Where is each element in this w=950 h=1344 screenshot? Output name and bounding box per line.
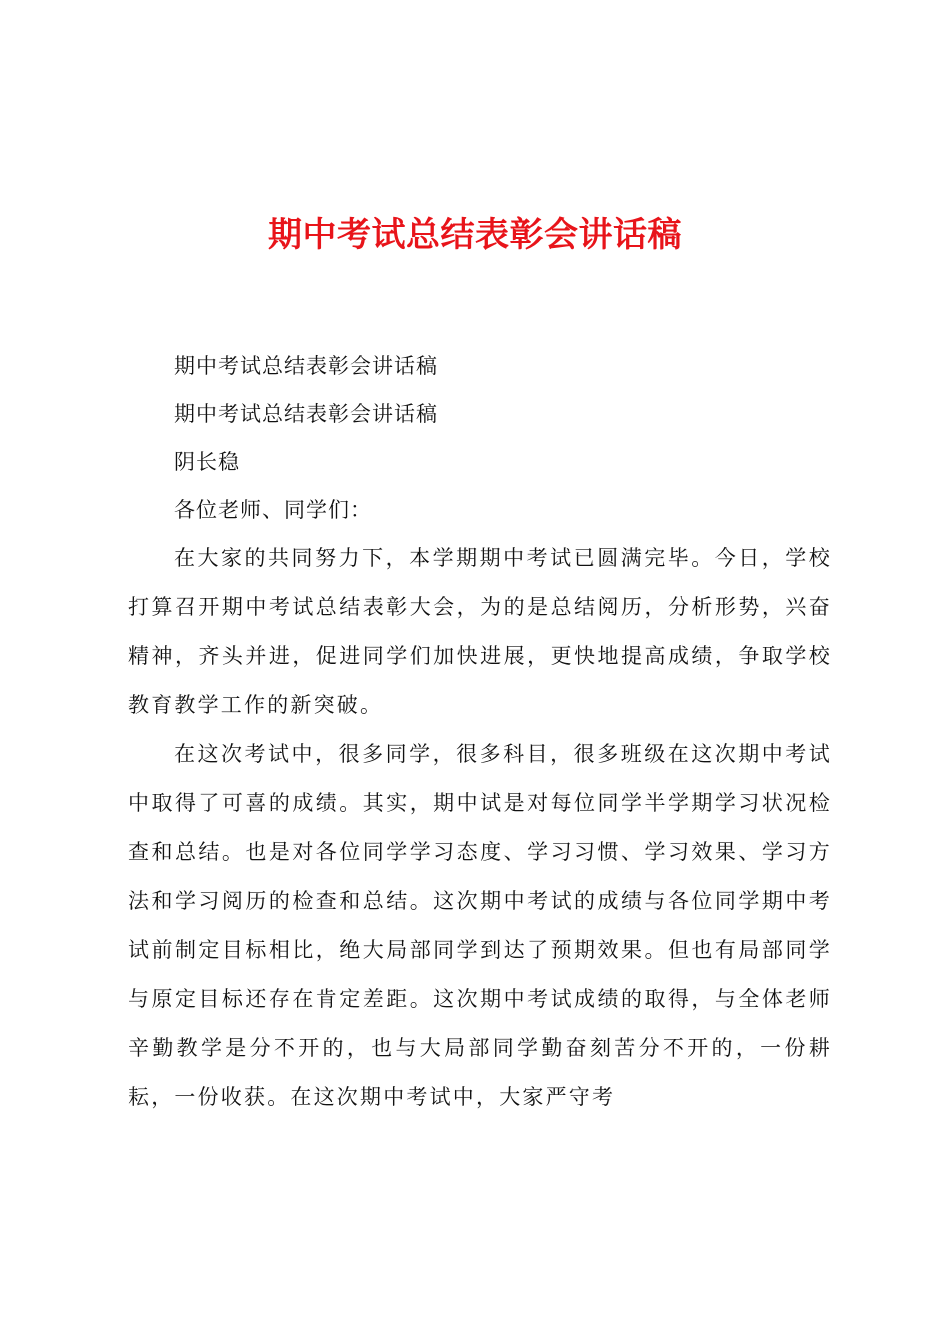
heading-line: 期中考试总结表彰会讲话稿: [174, 402, 438, 426]
document-body: [128, 342, 832, 1122]
heading-line: 期中考试总结表彰会讲话稿: [174, 354, 438, 378]
salutation: 各位老师、同学们：: [174, 498, 372, 522]
author-name: 阴长稳: [174, 450, 240, 474]
document-title: 期中考试总结表彰会讲话稿: [268, 215, 682, 255]
paragraph: 在大家的共同努力下，本学期期中考试已圆满完毕。今日，学校打算召开期中考试总结表彰大会，为的是总结阅历，分析形势，兴奋精神，齐头并进，促进同学们加快进展，更快地提高成绩，争取学校教育教学工作的新突破。: [128, 546, 832, 717]
paragraph: 在这次考试中，很多同学，很多科目，很多班级在这次期中考试中取得了可喜的成绩。其实，期中试是对每位同学半学期学习状况检查和总结。也是对各位同学学习态度、学习习惯、学习效果、学习方法和学习阅历的检查和总结。这次期中考试的成绩与各位同学期中考试前制定目标相比，绝大局部同学到达了预期效果。但也有局部同学与原定目标还存在肯定差距。这次期中考试成绩的取得，与全体老师辛勤教学是分不开的，也与大局部同学勤奋刻苦分不开的，一份耕耘，一份收获。在这次期中考试中，大家严守考: [128, 742, 832, 1109]
